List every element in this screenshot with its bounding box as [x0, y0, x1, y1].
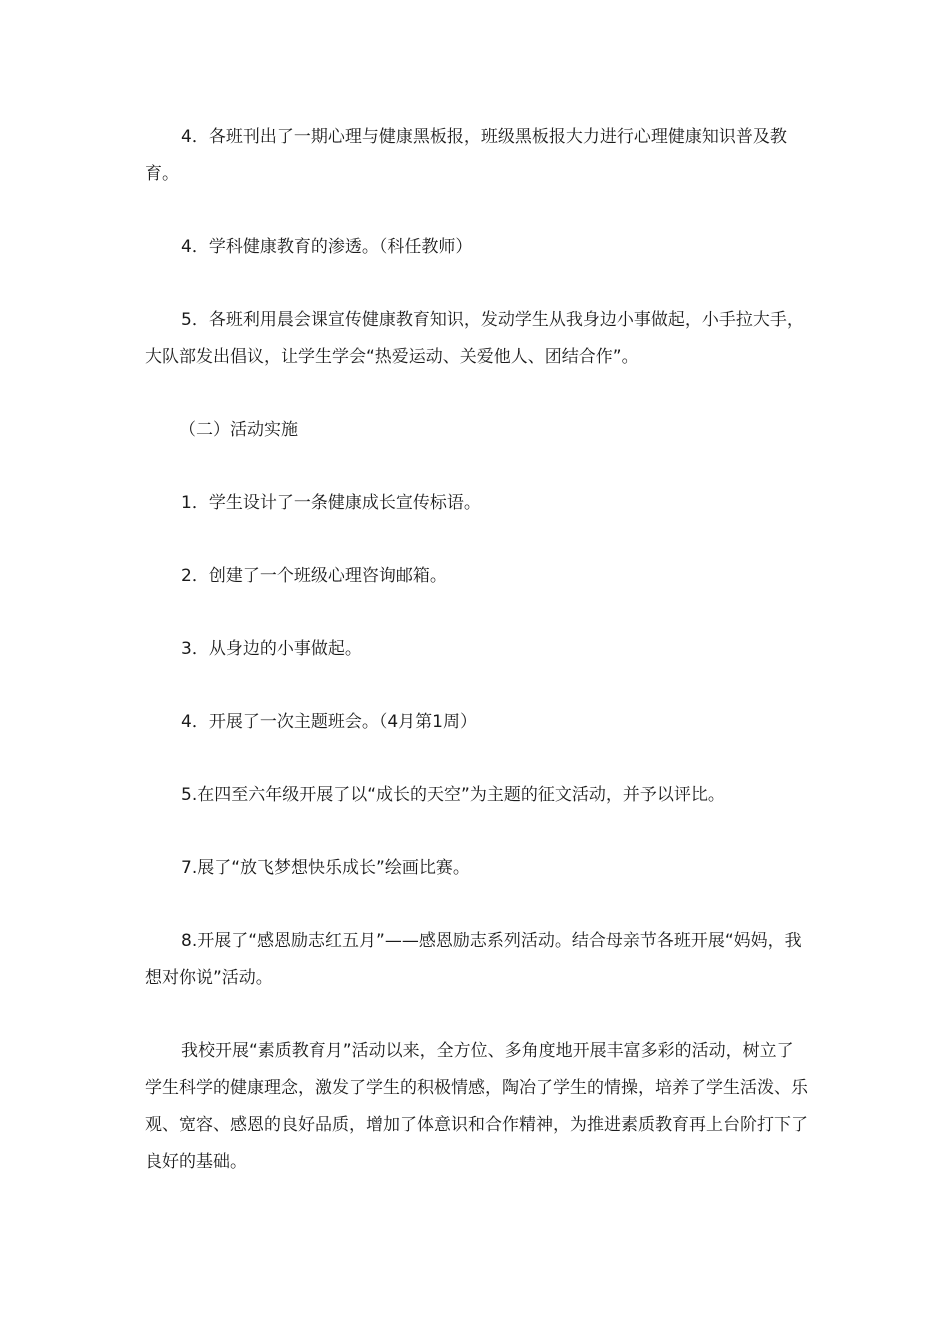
paragraph-morning-meeting: 5．各班利用晨会课宣传健康教育知识，发动学生从我身边小事做起，小手拉大手，大队部发出倡议，让学生学会“热爱运动、关爱他人、团结合作”。 — [145, 310, 804, 367]
section-heading-implementation: （二）活动实施 — [179, 420, 298, 440]
paragraph-class-meeting: 4．开展了一次主题班会。（4月第1周） — [181, 712, 477, 732]
paragraph-gratitude-activity: 8.开展了“感恩励志红五月”——感恩励志系列活动。结合母亲节各班开展“妈妈，我想对你说”活动。 — [145, 931, 802, 988]
paragraph-small-things: 3．从身边的小事做起。 — [181, 639, 362, 659]
paragraph-blackboard: 4．各班刊出了一期心理与健康黑板报，班级黑板报大力进行心理健康知识普及教育。 — [145, 127, 787, 184]
paragraph-essay-contest: 5.在四至六年级开展了以“成长的天空”为主题的征文活动，并予以评比。 — [181, 785, 725, 805]
paragraph-subject-infiltration: 4．学科健康教育的渗透。（科任教师） — [181, 237, 473, 257]
paragraph-summary: 我校开展“素质教育月”活动以来，全方位、多角度地开展丰富多彩的活动，树立了学生科学的健康理念，激发了学生的积极情感，陶冶了学生的情操，培养了学生活泼、乐观、宽容、感恩的良好品质，增加了体意识和合作精神，为推进素质教育再上台阶打下了良好的基础。 — [145, 1041, 808, 1172]
paragraph-slogan: 1．学生设计了一条健康成长宣传标语。 — [181, 493, 481, 513]
paragraph-drawing-contest: 7.展了“放飞梦想快乐成长”绘画比赛。 — [181, 858, 470, 878]
paragraph-mailbox: 2．创建了一个班级心理咨询邮箱。 — [181, 566, 447, 586]
